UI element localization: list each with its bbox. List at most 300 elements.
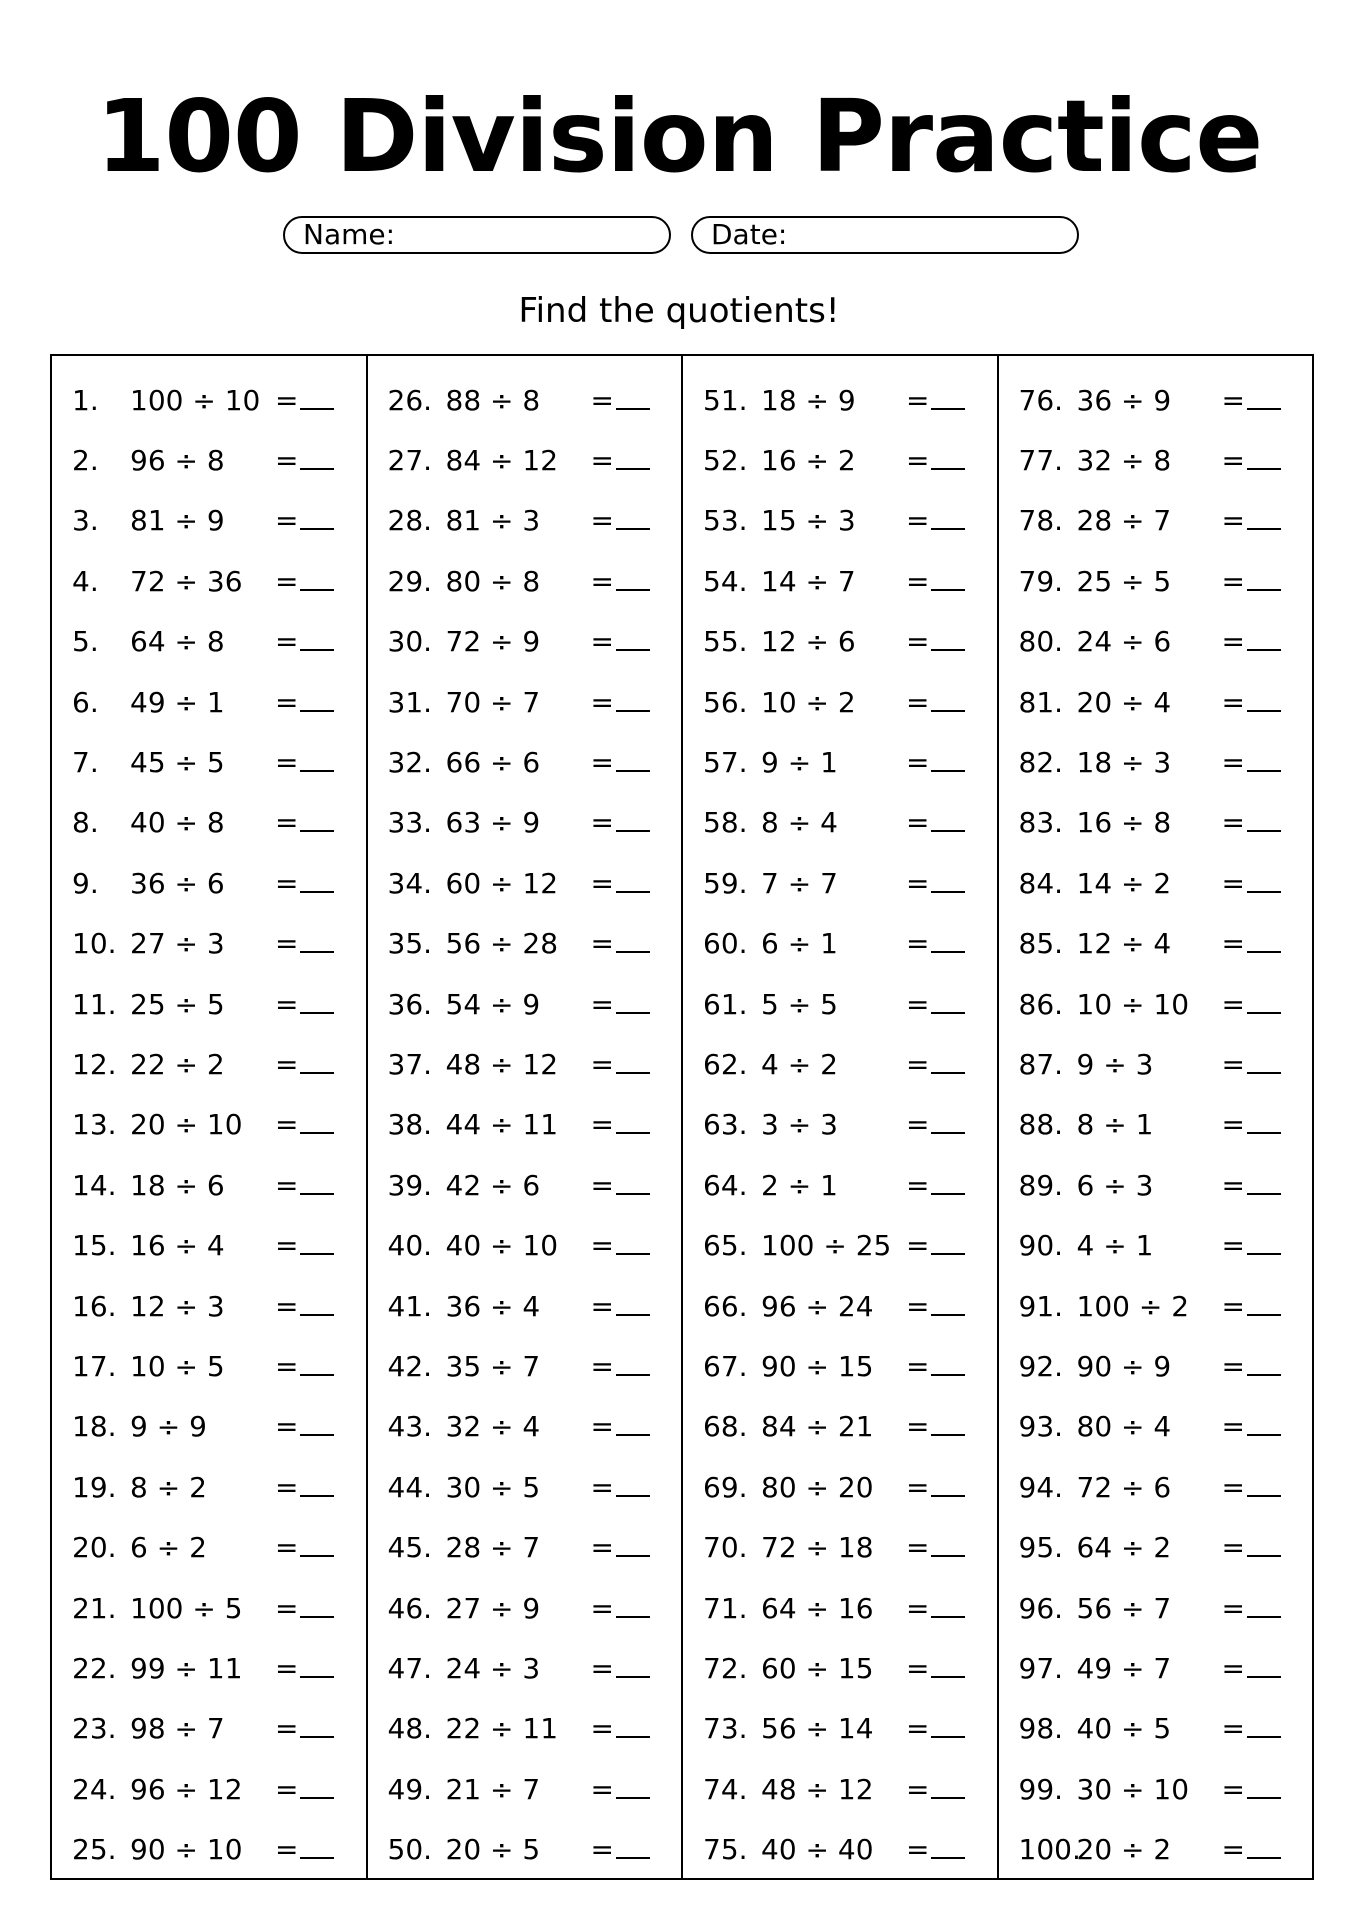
problem-number: 88. (1018, 1108, 1064, 1142)
answer-line[interactable] (1247, 1658, 1281, 1678)
problem-number: 38. (387, 1108, 433, 1142)
equals-sign: = (590, 987, 614, 1021)
problem-expression: 12 ÷ 3 (130, 1289, 225, 1323)
answer-blank[interactable] (275, 1833, 333, 1866)
answer-line[interactable] (931, 450, 965, 470)
answer-blank[interactable] (275, 384, 333, 417)
answer-blank[interactable] (1222, 806, 1280, 839)
problem-expression: 100 ÷ 2 (1076, 1289, 1190, 1323)
answer-blank[interactable] (591, 927, 649, 960)
answer-blank[interactable] (591, 988, 649, 1021)
answer-line[interactable] (931, 510, 965, 530)
equals-sign: = (1221, 1712, 1245, 1746)
answer-blank[interactable] (1222, 1471, 1280, 1504)
problem-row (683, 1759, 997, 1819)
answer-line[interactable] (931, 1718, 965, 1738)
answer-blank[interactable] (906, 1169, 964, 1202)
answer-blank[interactable] (591, 1652, 649, 1685)
problem-number: 19. (72, 1470, 117, 1504)
answer-line[interactable] (1247, 510, 1281, 530)
answer-line[interactable] (300, 752, 334, 772)
answer-line[interactable] (931, 1296, 965, 1316)
answer-blank[interactable] (906, 927, 964, 960)
problem-row (999, 1578, 1313, 1638)
equals-sign: = (1221, 1168, 1245, 1202)
problem-number: 49. (387, 1772, 433, 1806)
problem-row (52, 1517, 366, 1577)
answer-blank[interactable] (591, 1833, 649, 1866)
equals-sign: = (906, 504, 930, 538)
answer-line[interactable] (931, 1658, 965, 1678)
answer-line[interactable] (931, 631, 965, 651)
answer-line[interactable] (1247, 631, 1281, 651)
answer-blank[interactable] (1222, 1350, 1280, 1383)
answer-blank[interactable] (906, 565, 964, 598)
answer-blank[interactable] (591, 1169, 649, 1202)
answer-blank[interactable] (275, 1410, 333, 1443)
answer-blank[interactable] (591, 1592, 649, 1625)
problem-number: 68. (703, 1410, 748, 1444)
answer-line[interactable] (616, 390, 650, 410)
problem-row (683, 914, 997, 974)
answer-line[interactable] (1247, 1054, 1281, 1074)
answer-line[interactable] (616, 1416, 650, 1436)
answer-line[interactable] (300, 1356, 334, 1376)
answer-line[interactable] (616, 692, 650, 712)
answer-line[interactable] (1247, 1718, 1281, 1738)
answer-blank[interactable] (1222, 988, 1280, 1021)
answer-blank[interactable] (906, 988, 964, 1021)
problem-row (52, 1155, 366, 1215)
answer-line[interactable] (300, 1839, 334, 1859)
answer-blank[interactable] (591, 565, 649, 598)
problem-number: 33. (387, 806, 433, 840)
answer-line[interactable] (300, 933, 334, 953)
answer-line[interactable] (931, 1477, 965, 1497)
equals-sign: = (275, 1531, 299, 1565)
answer-line[interactable] (931, 571, 965, 591)
answer-blank[interactable] (591, 384, 649, 417)
answer-blank[interactable] (1222, 1410, 1280, 1443)
equals-sign: = (590, 383, 614, 417)
answer-line[interactable] (616, 933, 650, 953)
answer-line[interactable] (616, 1175, 650, 1195)
answer-line[interactable] (1247, 450, 1281, 470)
equals-sign: = (1221, 987, 1245, 1021)
problem-row (368, 1517, 682, 1577)
problem-expression: 81 ÷ 3 (445, 504, 541, 538)
answer-blank[interactable] (275, 867, 333, 900)
answer-blank[interactable] (591, 1531, 649, 1564)
answer-line[interactable] (1247, 1477, 1281, 1497)
answer-blank[interactable] (906, 1048, 964, 1081)
problem-row (683, 551, 997, 611)
equals-sign: = (1221, 866, 1245, 900)
answer-blank[interactable] (906, 1592, 964, 1625)
problem-row (52, 1819, 366, 1879)
answer-blank[interactable] (275, 625, 333, 658)
answer-blank[interactable] (1222, 927, 1280, 960)
answer-line[interactable] (616, 994, 650, 1014)
problem-number: 97. (1018, 1651, 1064, 1685)
answer-blank[interactable] (591, 504, 649, 537)
equals-sign: = (1221, 1229, 1245, 1263)
answer-line[interactable] (931, 1054, 965, 1074)
answer-line[interactable] (616, 631, 650, 651)
problem-number: 26. (387, 383, 433, 417)
answer-line[interactable] (931, 1537, 965, 1557)
answer-line[interactable] (1247, 812, 1281, 832)
problem-number: 8. (72, 806, 99, 840)
answer-blank[interactable] (906, 625, 964, 658)
equals-sign: = (906, 1712, 930, 1746)
answer-line[interactable] (300, 812, 334, 832)
answer-line[interactable] (931, 1356, 965, 1376)
problem-number: 63. (703, 1108, 748, 1142)
problem-expression: 28 ÷ 7 (1076, 504, 1172, 538)
problem-number: 34. (387, 866, 433, 900)
answer-blank[interactable] (591, 444, 649, 477)
answer-blank[interactable] (1222, 1712, 1280, 1745)
answer-blank[interactable] (591, 867, 649, 900)
answer-blank[interactable] (591, 806, 649, 839)
answer-line[interactable] (931, 752, 965, 772)
answer-line[interactable] (616, 1658, 650, 1678)
answer-line[interactable] (616, 812, 650, 832)
problem-number: 44. (387, 1470, 433, 1504)
problem-row (52, 672, 366, 732)
problem-expression: 36 ÷ 6 (130, 866, 225, 900)
answer-blank[interactable] (1222, 1773, 1280, 1806)
equals-sign: = (275, 504, 299, 538)
problem-expression: 9 ÷ 3 (1076, 1047, 1154, 1081)
answer-blank[interactable] (906, 1471, 964, 1504)
answer-blank[interactable] (275, 444, 333, 477)
answer-blank[interactable] (906, 746, 964, 779)
problem-expression: 9 ÷ 9 (130, 1410, 207, 1444)
problem-row (368, 1699, 682, 1759)
answer-line[interactable] (300, 450, 334, 470)
problem-number: 56. (703, 685, 748, 719)
problem-expression: 70 ÷ 7 (445, 685, 541, 719)
problem-expression: 80 ÷ 8 (445, 564, 541, 598)
equals-sign: = (906, 1229, 930, 1263)
answer-line[interactable] (931, 994, 965, 1014)
equals-sign: = (906, 1531, 930, 1565)
answer-blank[interactable] (275, 988, 333, 1021)
answer-line[interactable] (616, 873, 650, 893)
answer-line[interactable] (300, 571, 334, 591)
answer-blank[interactable] (591, 1290, 649, 1323)
answer-line[interactable] (931, 1416, 965, 1436)
answer-line[interactable] (300, 994, 334, 1014)
problem-expression: 36 ÷ 9 (1076, 383, 1172, 417)
answer-blank[interactable] (906, 686, 964, 719)
answer-blank[interactable] (275, 565, 333, 598)
answer-line[interactable] (1247, 752, 1281, 772)
answer-blank[interactable] (275, 927, 333, 960)
problem-expression: 12 ÷ 6 (761, 625, 856, 659)
answer-line[interactable] (300, 1537, 334, 1557)
answer-blank[interactable] (1222, 1108, 1280, 1141)
answer-line[interactable] (300, 692, 334, 712)
answer-blank[interactable] (275, 1290, 333, 1323)
answer-line[interactable] (300, 1718, 334, 1738)
equals-sign: = (275, 1591, 299, 1625)
answer-line[interactable] (300, 1658, 334, 1678)
answer-line[interactable] (300, 1235, 334, 1255)
answer-line[interactable] (931, 873, 965, 893)
answer-blank[interactable] (275, 1531, 333, 1564)
answer-blank[interactable] (591, 1773, 649, 1806)
answer-blank[interactable] (275, 1712, 333, 1745)
answer-line[interactable] (300, 1114, 334, 1134)
answer-line[interactable] (1247, 994, 1281, 1014)
answer-blank[interactable] (591, 625, 649, 658)
answer-blank[interactable] (906, 1652, 964, 1685)
equals-sign: = (1221, 504, 1245, 538)
problem-number: 85. (1018, 927, 1064, 961)
problem-number: 59. (703, 866, 748, 900)
problem-row (52, 1095, 366, 1155)
answer-blank[interactable] (275, 1108, 333, 1141)
answer-line[interactable] (931, 1598, 965, 1618)
answer-line[interactable] (1247, 1416, 1281, 1436)
answer-line[interactable] (300, 1296, 334, 1316)
equals-sign: = (906, 1168, 930, 1202)
answer-line[interactable] (931, 692, 965, 712)
answer-blank[interactable] (591, 1471, 649, 1504)
equals-sign: = (590, 866, 614, 900)
answer-line[interactable] (1247, 873, 1281, 893)
equals-sign: = (590, 1168, 614, 1202)
answer-blank[interactable] (275, 504, 333, 537)
answer-blank[interactable] (275, 806, 333, 839)
answer-line[interactable] (300, 510, 334, 530)
answer-blank[interactable] (906, 1350, 964, 1383)
answer-blank[interactable] (906, 867, 964, 900)
answer-line[interactable] (616, 1598, 650, 1618)
problem-number: 57. (703, 746, 748, 780)
answer-line[interactable] (300, 1175, 334, 1195)
problem-expression: 40 ÷ 8 (130, 806, 225, 840)
answer-line[interactable] (1247, 1779, 1281, 1799)
answer-blank[interactable] (906, 1290, 964, 1323)
answer-blank[interactable] (591, 1350, 649, 1383)
answer-blank[interactable] (1222, 867, 1280, 900)
answer-line[interactable] (616, 1235, 650, 1255)
answer-blank[interactable] (591, 1410, 649, 1443)
answer-blank[interactable] (1222, 1169, 1280, 1202)
answer-line[interactable] (1247, 933, 1281, 953)
problem-expression: 6 ÷ 2 (130, 1531, 207, 1565)
answer-blank[interactable] (275, 686, 333, 719)
answer-line[interactable] (616, 1839, 650, 1859)
equals-sign: = (590, 1470, 614, 1504)
answer-blank[interactable] (591, 746, 649, 779)
answer-blank[interactable] (1222, 444, 1280, 477)
answer-blank[interactable] (275, 1592, 333, 1625)
name-field[interactable]: Name: (283, 216, 671, 254)
answer-blank[interactable] (906, 1229, 964, 1262)
equals-sign: = (590, 1712, 614, 1746)
answer-line[interactable] (1247, 1175, 1281, 1195)
answer-line[interactable] (616, 1477, 650, 1497)
answer-blank[interactable] (1222, 1290, 1280, 1323)
problem-number: 73. (703, 1712, 748, 1746)
problem-row (999, 370, 1313, 430)
answer-line[interactable] (300, 873, 334, 893)
answer-line[interactable] (1247, 390, 1281, 410)
answer-blank[interactable] (1222, 1652, 1280, 1685)
date-field[interactable]: Date: (691, 216, 1079, 254)
answer-line[interactable] (931, 1839, 965, 1859)
problem-row (683, 1517, 997, 1577)
answer-line[interactable] (931, 1114, 965, 1134)
answer-blank[interactable] (275, 1471, 333, 1504)
answer-line[interactable] (931, 390, 965, 410)
answer-blank[interactable] (1222, 746, 1280, 779)
equals-sign: = (1221, 1289, 1245, 1323)
answer-line[interactable] (616, 1054, 650, 1074)
answer-blank[interactable] (591, 1712, 649, 1745)
answer-blank[interactable] (906, 1833, 964, 1866)
answer-line[interactable] (616, 1296, 650, 1316)
answer-line[interactable] (300, 1598, 334, 1618)
answer-line[interactable] (300, 631, 334, 651)
answer-line[interactable] (931, 1175, 965, 1195)
answer-line[interactable] (300, 1477, 334, 1497)
answer-line[interactable] (1247, 1537, 1281, 1557)
problem-expression: 100 ÷ 10 (130, 383, 261, 417)
problem-number: 35. (387, 927, 433, 961)
answer-line[interactable] (1247, 571, 1281, 591)
answer-blank[interactable] (1222, 384, 1280, 417)
answer-blank[interactable] (1222, 686, 1280, 719)
problem-column-1 (52, 356, 368, 1878)
answer-line[interactable] (300, 1779, 334, 1799)
answer-line[interactable] (616, 450, 650, 470)
answer-blank[interactable] (906, 1712, 964, 1745)
answer-blank[interactable] (1222, 504, 1280, 537)
problem-number: 76. (1018, 383, 1064, 417)
answer-line[interactable] (300, 1416, 334, 1436)
answer-blank[interactable] (1222, 1592, 1280, 1625)
answer-blank[interactable] (906, 806, 964, 839)
equals-sign: = (275, 1229, 299, 1263)
problem-row (683, 612, 997, 672)
answer-line[interactable] (616, 1537, 650, 1557)
problem-expression: 49 ÷ 7 (1076, 1651, 1172, 1685)
problem-row (683, 1699, 997, 1759)
answer-line[interactable] (616, 752, 650, 772)
problem-expression: 49 ÷ 1 (130, 685, 225, 719)
problem-number: 79. (1018, 564, 1064, 598)
answer-line[interactable] (1247, 1235, 1281, 1255)
answer-blank[interactable] (591, 1048, 649, 1081)
problem-number: 13. (72, 1108, 117, 1142)
answer-blank[interactable] (906, 1108, 964, 1141)
answer-blank[interactable] (275, 1048, 333, 1081)
problem-expression: 3 ÷ 3 (761, 1108, 838, 1142)
answer-line[interactable] (1247, 1598, 1281, 1618)
answer-blank[interactable] (1222, 1531, 1280, 1564)
problem-number: 2. (72, 444, 99, 478)
answer-blank[interactable] (275, 1229, 333, 1262)
answer-line[interactable] (1247, 692, 1281, 712)
problem-number: 25. (72, 1833, 117, 1867)
answer-blank[interactable] (906, 384, 964, 417)
problem-number: 69. (703, 1470, 748, 1504)
problem-number: 81. (1018, 685, 1064, 719)
problem-number: 60. (703, 927, 748, 961)
problem-number: 93. (1018, 1410, 1064, 1444)
answer-blank[interactable] (275, 1350, 333, 1383)
answer-line[interactable] (300, 390, 334, 410)
problem-number: 36. (387, 987, 433, 1021)
answer-blank[interactable] (591, 1108, 649, 1141)
equals-sign: = (906, 383, 930, 417)
problem-number: 10. (72, 927, 117, 961)
equals-sign: = (590, 564, 614, 598)
answer-blank[interactable] (275, 1169, 333, 1202)
answer-line[interactable] (616, 1114, 650, 1134)
answer-blank[interactable] (275, 1773, 333, 1806)
problem-expression: 88 ÷ 8 (445, 383, 541, 417)
answer-blank[interactable] (906, 444, 964, 477)
answer-line[interactable] (931, 1235, 965, 1255)
problem-row (52, 491, 366, 551)
answer-line[interactable] (616, 1356, 650, 1376)
equals-sign: = (906, 1591, 930, 1625)
answer-blank[interactable] (1222, 1833, 1280, 1866)
answer-blank[interactable] (906, 1773, 964, 1806)
answer-line[interactable] (616, 571, 650, 591)
answer-line[interactable] (1247, 1356, 1281, 1376)
equals-sign: = (275, 564, 299, 598)
answer-line[interactable] (931, 812, 965, 832)
problem-number: 47. (387, 1651, 433, 1685)
answer-blank[interactable] (1222, 1048, 1280, 1081)
problem-number: 40. (387, 1229, 433, 1263)
problem-expression: 84 ÷ 12 (445, 444, 559, 478)
answer-line[interactable] (300, 1054, 334, 1074)
answer-blank[interactable] (1222, 625, 1280, 658)
answer-line[interactable] (616, 1779, 650, 1799)
answer-blank[interactable] (591, 686, 649, 719)
problem-row (999, 1699, 1313, 1759)
answer-line[interactable] (616, 1718, 650, 1738)
answer-blank[interactable] (906, 1531, 964, 1564)
answer-blank[interactable] (1222, 1229, 1280, 1262)
answer-line[interactable] (1247, 1839, 1281, 1859)
answer-blank[interactable] (275, 1652, 333, 1685)
answer-line[interactable] (931, 933, 965, 953)
answer-line[interactable] (616, 510, 650, 530)
problem-row (52, 551, 366, 611)
problem-number: 21. (72, 1591, 117, 1625)
answer-blank[interactable] (275, 746, 333, 779)
problem-expression: 72 ÷ 9 (445, 625, 541, 659)
answer-blank[interactable] (906, 504, 964, 537)
answer-line[interactable] (931, 1779, 965, 1799)
answer-blank[interactable] (591, 1229, 649, 1262)
answer-line[interactable] (1247, 1296, 1281, 1316)
equals-sign: = (590, 1289, 614, 1323)
answer-blank[interactable] (906, 1410, 964, 1443)
answer-line[interactable] (1247, 1114, 1281, 1134)
answer-blank[interactable] (1222, 565, 1280, 598)
